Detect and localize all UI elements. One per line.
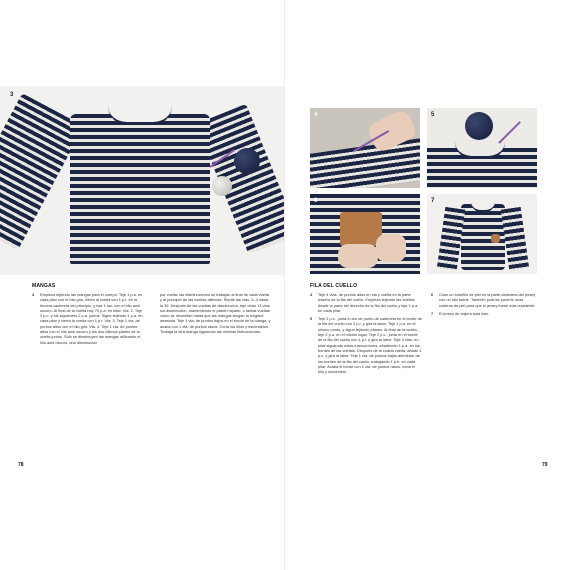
instructions-column-3: [310, 292, 422, 377]
step-number: 7: [431, 310, 434, 316]
photo-number: 3: [10, 92, 14, 98]
photo-number: 6: [314, 198, 318, 204]
photo-number: 7: [431, 198, 435, 204]
step-text: Empieza tejiendo las mangas para el cuerpo. Teje 1 p.a. en cada pilar con el hilo gris, cierra la vuelta con 1 p.r. en la tercera cadeneta del principio, y haz 1 laz- con el hilo azul oscuro. Al final de la vuelta hay 70 p.a. en total. Vta. 2. Teje 3 p.c. y los siguientes 2 p.a. juntos. Sigue tejiendo 1 p.a. en cada pilar y cierra la vuelta con 1 p.r. Vta. 3. Teje 1 vta. de puntos altos con el hilo gris. Vta. 4. Teje 1 vta. de puntos altos con el hilo azul oscuro y los dos últimos pilares de la vuelta juntos. Sólo se disminuyen las mangas utilizando el hilo azul oscuro, una disminución: [40, 292, 143, 345]
photo-leather-patch-sewing: [310, 194, 420, 274]
photo-sweater-flat: [0, 86, 284, 275]
instructions-column-1: [32, 292, 144, 348]
instruction-step: [32, 292, 144, 345]
photo-neck-crochet: [310, 108, 420, 188]
section-title-fila-del-cuello: FILA DEL CUELLO: [310, 283, 358, 289]
step-text: Cose un botoñllo de piel en la parte delantera del jersey con un hilo fuerte. También podrías ponerle unas coderas de piel para que el jersey fuese más resistente.: [439, 292, 536, 308]
step-number: 5: [310, 316, 313, 322]
step-number: 4: [310, 292, 313, 297]
photo-collar-with-yarn: [427, 108, 537, 188]
leather-patch: [491, 234, 500, 243]
page-number-left: 78: [18, 462, 24, 468]
step-number: 6: [431, 292, 434, 297]
continued-text: por vuelta: las disminuciones se trabajan al final de cada vuelta y al principio de las vueltas alternas. Repite las vtas. 3–4 hasta la 39. Después de las vueltas de disminución, teje otras 13 vtas. sin disminución, manteniendo el patrón rayado, o tantas vueltas como se necesitan hasta que las mangas tengan la longitud deseada. Teje 1 vta. de puntos bajos en el borde de la manga, y acaba con 1 vta. de puntos rasos. Corta los hilos y escóndelos. Trabaja la otra manga siguiendo las mismas instrucciones.: [160, 292, 271, 335]
page-number-right: 79: [542, 462, 548, 468]
instruction-step: [310, 292, 422, 313]
step-text: Teje 2 p.c., junta el aro de punto de cadeneta en el borde de la fila del cuello con 1 p.r. y gira la labor. Teje 1 p.a. en el mismo punto, y sigue tejiendo pilares. Al final de la vuelta, teje 2 p.a. en el mismo lugar. Teje 2 p.c., junta en el borde de la fila del cuello con 1 p.r. y gira la labor. Teje 4 vtas. en total siguiendo estas instrucciones, añadiendo 1 p.a. en los bordes de las vueltas. Después de la cuarta vuelta, añade 1 p.c. y gira la labor. Teje 1 vta. de puntos bajos alrededor de los bordes de la fila del cuello, trabajando 1 p.b. en cada pilar. Acaba el borde con 1 vta. de puntos rasos, corta el hilo y escóndelo.: [318, 316, 422, 375]
step-text: El jersey de viajero está listo.: [439, 310, 490, 316]
instruction-step: [310, 316, 422, 374]
navy-yarn-ball: [465, 112, 493, 140]
step-number: 3: [32, 292, 35, 297]
photo-finished-sweater: [427, 194, 537, 274]
photo-number: 4: [314, 112, 318, 118]
instruction-step: [431, 311, 537, 316]
grey-yarn-ball: [212, 176, 232, 196]
striped-sweater-illustration: [0, 86, 284, 275]
instructions-column-2: [160, 292, 272, 334]
instruction-step: [431, 292, 537, 308]
step-text: Teje 4 vtas. de puntos altos en ida y vuelta en la parte trasera de la fila del cuello. Empieza tejiendo las vueltas desde la parte del derecho de la fila del cuello y teje 1 p.a. en cada pilar.: [318, 292, 419, 313]
instructions-column-4: [431, 292, 537, 319]
photo-number: 5: [431, 112, 435, 118]
section-title-mangas: MANGAS: [32, 283, 56, 289]
navy-yarn-ball: [234, 148, 260, 174]
